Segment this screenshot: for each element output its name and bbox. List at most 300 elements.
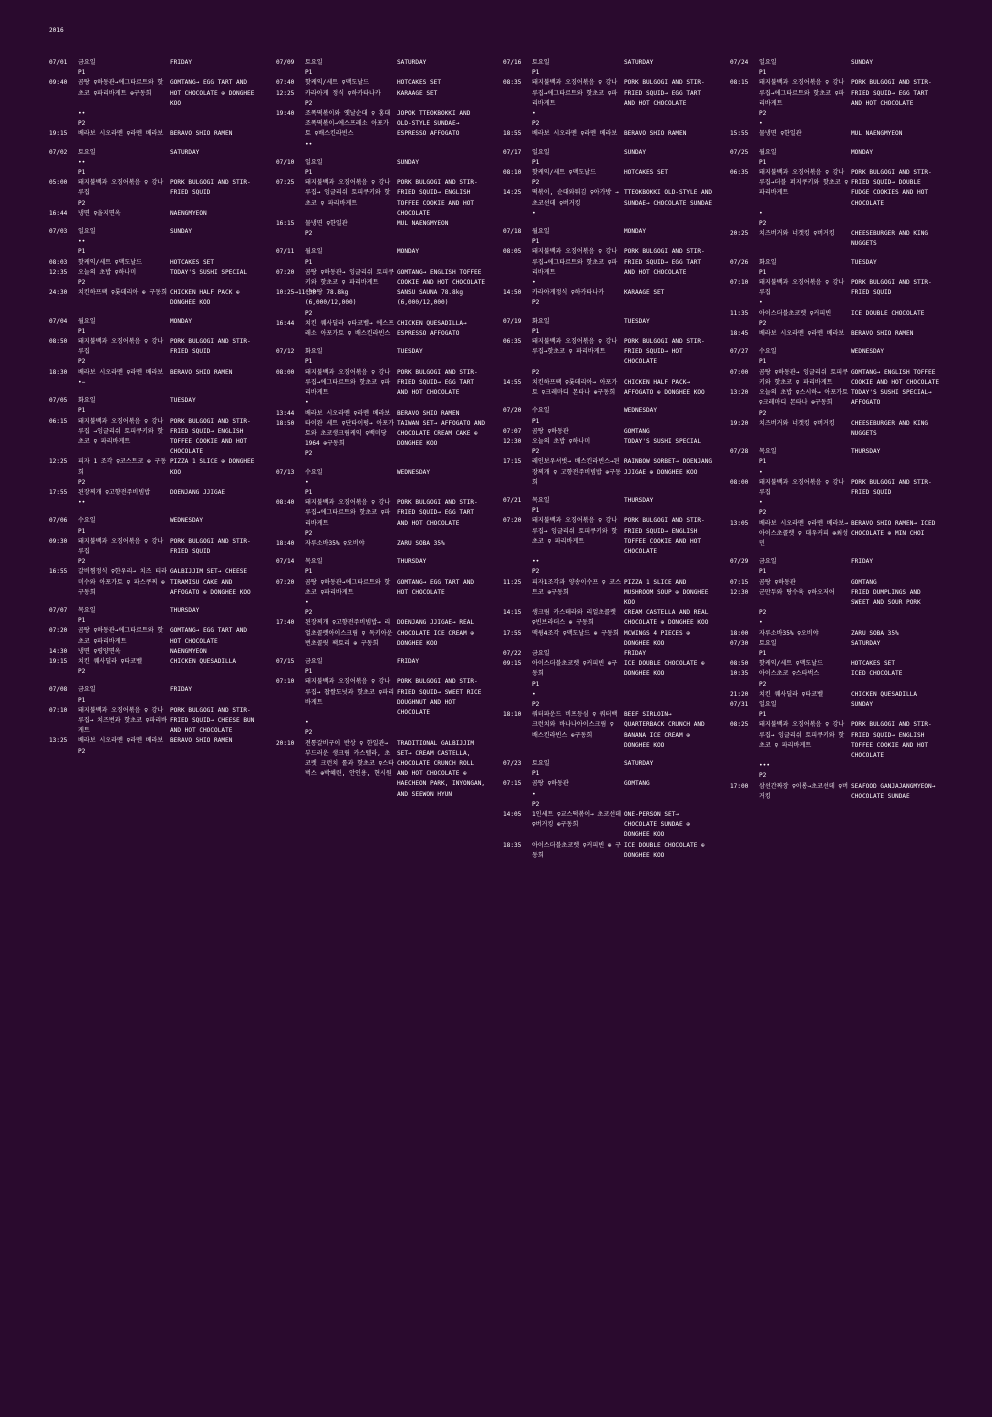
entry-time: [730, 457, 759, 467]
entry-time: [49, 68, 78, 78]
entry-time: 19:15: [49, 130, 68, 138]
log-entry: [730, 258, 942, 268]
log-entry: [49, 78, 261, 109]
log-entry: [730, 447, 942, 457]
log-entry: [503, 496, 715, 506]
entry-english: [624, 417, 715, 427]
entry-english: HOTCAKES SET: [170, 258, 215, 266]
entry-english: [170, 199, 261, 209]
entry-english: ICE DOUBLE CHOCOLATE ⊕ DONGHEE KOO: [624, 841, 705, 859]
entry-english: BERAVO SHIO RAMEN→ ICED CHOCOLATE ⊕ MIN CHOI: [851, 519, 936, 537]
entry-english: [170, 557, 261, 567]
entry-time: 17:00: [730, 782, 749, 790]
entry-time: [276, 258, 305, 268]
log-entry: [276, 739, 488, 800]
entry-korean: P1: [305, 358, 313, 366]
entry-english: [851, 158, 942, 168]
entry-korean: P1: [759, 268, 767, 276]
entry-english: [851, 761, 942, 771]
entry-english: HOTCAKES SET: [851, 660, 896, 668]
entry-korean: P2: [759, 110, 767, 118]
entry-time: 07/14: [276, 558, 295, 566]
entry-time: 07/23: [503, 760, 522, 767]
entry-time: [276, 357, 305, 367]
entry-time: 07/21: [503, 496, 522, 504]
entry-time: [49, 498, 78, 508]
log-entry: [503, 209, 715, 219]
log-entry: [503, 516, 715, 557]
entry-korean: 맥윙4조각 ♀맥도날드 ⊕ 구동희: [532, 629, 619, 637]
log-entry: [503, 779, 715, 789]
entry-english: SUNDAY: [397, 158, 420, 166]
entry-time: 07:25: [276, 179, 295, 187]
log-entry: [276, 99, 488, 109]
log-entry: [503, 417, 715, 427]
entry-english: [624, 368, 715, 378]
entry-time: 18:00: [730, 629, 749, 637]
entry-english: [624, 237, 715, 247]
log-entry: [49, 317, 261, 327]
entry-time: [730, 680, 759, 690]
entry-time: 07/02: [49, 148, 68, 156]
entry-time: 11:25: [503, 578, 522, 586]
entry-korean: •: [532, 279, 536, 287]
entry-korean: 돼지불백과 오징어볶음 ♀ 강나루집→ 잉글리쉬 토피쿠키와 핫초코 ♀ 파리바게트: [759, 721, 845, 749]
entry-time: [276, 140, 305, 150]
entry-time: 07:20: [276, 268, 295, 276]
entry-korean: 돼지불백과 오징어볶음 ♀ 강나루집→핫초코 ♀ 파리바게트: [532, 338, 618, 356]
column-2: [276, 58, 488, 800]
entry-korean: 일요일: [532, 148, 550, 156]
entry-time: [503, 278, 532, 288]
entry-korean: 일요일: [78, 228, 96, 236]
entry-korean: 아이스더블초코렛 ♀커피빈 ⊕구동희: [532, 660, 618, 678]
spacer: [730, 439, 942, 447]
log-entry: [503, 841, 715, 861]
entry-time: [730, 710, 759, 720]
log-entry: [49, 478, 261, 488]
log-entry: [49, 247, 261, 257]
log-entry: [276, 347, 488, 357]
entry-time: 09:30: [49, 537, 68, 545]
entry-english: [397, 68, 488, 78]
entry-korean: 생크림 카스테라와 리얼초콜렛 ♀빈브라더스 ⊕ 구동희: [532, 609, 616, 627]
entry-time: [503, 368, 532, 378]
entry-english: GOMTANG: [624, 427, 650, 435]
log-entry: [503, 368, 715, 378]
log-entry: [730, 409, 942, 419]
entry-english: TUESDAY: [397, 348, 423, 356]
log-entry: [49, 396, 261, 406]
entry-time: 06:35: [730, 169, 749, 177]
log-entry: [276, 68, 488, 78]
log-entry: [730, 419, 942, 439]
entry-english: PORK BULGOGI AND STIR-FRIED SQUID: [851, 478, 932, 496]
entry-time: 08:10: [503, 169, 522, 177]
entry-time: 08:00: [276, 368, 295, 376]
entry-english: TUESDAY: [624, 317, 650, 325]
log-entry: [503, 690, 715, 700]
log-entry: [49, 657, 261, 667]
entry-english: [851, 508, 942, 518]
entry-korean: 수요일: [532, 407, 550, 415]
log-entry: [730, 498, 942, 508]
entry-korean: 오늘의 초밥 ♀하나미: [532, 437, 591, 445]
log-entry: [503, 188, 715, 208]
entry-korean: 목요일: [759, 448, 777, 456]
entry-english: [170, 696, 261, 706]
entry-time: [503, 690, 532, 700]
entry-korean: 목요일: [78, 606, 96, 614]
entry-korean: 곰탕 ♀하동관→에그타르트와 핫초코 ♀파리바게트: [305, 578, 391, 596]
entry-time: [730, 158, 759, 168]
log-entry: [276, 268, 488, 288]
entry-time: [730, 608, 759, 618]
entry-time: [49, 406, 78, 416]
log-entry: [49, 685, 261, 695]
entry-korean: 돼지불백과 오징어볶음 ♀ 강나루집: [78, 537, 164, 555]
entry-english: SEAFOOD GANJAJANGMYEON→ CHOCOLATE SUNDAE: [851, 782, 936, 800]
entry-time: 18:30: [49, 368, 68, 376]
entry-time: [276, 567, 305, 577]
entry-english: [170, 168, 261, 178]
entry-english: CHICKEN QUESADILLA: [170, 657, 237, 665]
entry-time: 19:20: [730, 419, 749, 427]
spacer: [276, 460, 488, 468]
entry-english: ZARU SOBA 35%: [397, 539, 445, 547]
log-entry: [49, 209, 261, 219]
entry-english: [170, 119, 261, 129]
log-entry: [730, 229, 942, 249]
entry-time: 07/07: [49, 606, 68, 614]
entry-english: [624, 506, 715, 516]
log-entry: [730, 468, 942, 478]
log-entry: [276, 309, 488, 319]
entry-korean: 일요일: [305, 158, 323, 166]
entry-english: SUNDAY: [851, 700, 874, 708]
entry-korean: P2: [759, 609, 767, 617]
entry-english: BEEF SIRLOIN→ QUARTERBACK CRUNCH AND BANANA ICE CREAM ⊕ DONGHEE KOO: [624, 711, 705, 749]
entry-korean: P2: [305, 609, 313, 617]
entry-english: DOENJANG JJIGAE: [170, 488, 226, 496]
spacer: [503, 140, 715, 148]
entry-english: MUL NAENGMYEON: [851, 130, 903, 138]
log-entry: [730, 129, 942, 139]
entry-english: MONDAY: [397, 248, 420, 256]
entry-korean: P1: [78, 407, 86, 415]
log-entry: [49, 199, 261, 209]
column-1: [49, 58, 261, 757]
column-3: [503, 58, 715, 861]
spacer: [503, 309, 715, 317]
log-entry: [730, 319, 942, 329]
entry-korean: 돼지불백과 오징어볶음 ♀ 강나루집→더블 퍼지쿠키와 핫초코 ♀파리바게트: [759, 169, 848, 197]
log-entry: [503, 608, 715, 628]
log-entry: [49, 736, 261, 746]
spacer: [49, 388, 261, 396]
entry-english: [851, 268, 942, 278]
entry-time: 07:15: [730, 578, 749, 586]
entry-english: FRIDAY: [170, 59, 193, 66]
log-entry: [730, 782, 942, 802]
log-entry: [503, 317, 715, 327]
entry-time: 07:10: [730, 279, 749, 287]
entry-time: 17:55: [49, 488, 68, 496]
entry-time: 07/12: [276, 348, 295, 356]
entry-english: [170, 237, 261, 247]
entry-time: 20:10: [276, 739, 295, 747]
entry-korean: P1: [305, 668, 313, 676]
entry-korean: P2: [759, 509, 767, 517]
entry-time: 07:15: [503, 780, 522, 788]
log-entry: [276, 168, 488, 178]
log-entry: [730, 629, 942, 639]
entry-time: 07/29: [730, 558, 749, 566]
log-entry: [503, 168, 715, 178]
entry-english: [851, 618, 942, 628]
entry-korean: P1: [532, 69, 540, 77]
entry-time: 07/04: [49, 317, 68, 325]
log-entry: [276, 657, 488, 667]
entry-time: [49, 168, 78, 178]
log-entry: [49, 158, 261, 168]
entry-korean: 아이스초코 ♀스타벅스: [759, 670, 820, 678]
log-entry: [503, 278, 715, 288]
entry-korean: 월요일: [532, 228, 550, 236]
entry-korean: •: [759, 120, 763, 128]
entry-korean: P1: [78, 69, 86, 77]
log-entry: [49, 178, 261, 198]
log-entry: [503, 447, 715, 457]
entry-english: [397, 478, 488, 488]
entry-korean: 베라보 시오라멘 ♀라멘 베라보: [78, 130, 164, 138]
log-entry: [503, 178, 715, 188]
entry-korean: P1: [78, 527, 86, 535]
entry-korean: P2: [532, 448, 540, 456]
entry-english: TODAY'S SUSHI SPECIAL: [624, 437, 702, 445]
entry-english: MCWINGS 4 PIECES ⊕ DONGHEE KOO: [624, 629, 691, 647]
entry-time: [503, 769, 532, 779]
log-entry: [276, 419, 488, 450]
log-entry: [503, 119, 715, 129]
log-entry: [503, 237, 715, 247]
entry-time: 07/17: [503, 148, 522, 156]
entry-korean: •: [759, 209, 763, 217]
entry-korean: 금요일: [532, 649, 550, 657]
entry-english: GOMTANG→ ENGLISH TOFFEE COOKIE AND HOT CHOCOLATE: [851, 368, 940, 386]
entry-time: 07/28: [730, 448, 749, 456]
entry-korean: 수요일: [78, 517, 96, 525]
entry-english: SUNDAY: [851, 59, 874, 66]
entry-time: [49, 378, 78, 388]
entry-time: [503, 680, 532, 690]
log-entry: [49, 498, 261, 508]
entry-english: WEDNESDAY: [170, 517, 204, 525]
log-entry: [730, 219, 942, 229]
entry-english: [170, 158, 261, 168]
entry-korean: •: [759, 468, 763, 476]
entry-korean: P1: [305, 169, 313, 177]
log-entry: [503, 567, 715, 577]
entry-english: TODAY'S SUSHI SPECIAL: [170, 268, 248, 276]
log-entry: [49, 488, 261, 498]
entry-korean: 치킨하프팩 ♀롯데리아 ⊕ 구동희: [78, 289, 167, 297]
entry-time: 16:44: [49, 209, 68, 217]
entry-english: [851, 109, 942, 119]
entry-english: [624, 158, 715, 168]
entry-time: 08:40: [276, 499, 295, 507]
entry-korean: P1: [305, 258, 313, 266]
entry-korean: 곰탕 ♀하동관: [759, 578, 796, 586]
entry-korean: 핫케익/세트 ♀맥도날드: [78, 258, 142, 266]
log-entry: [49, 368, 261, 378]
entry-korean: •−: [78, 378, 86, 386]
entry-korean: P1: [305, 488, 313, 496]
entry-english: [397, 140, 488, 150]
entry-korean: 치킨 퀘사딜라 ♀타코벨: [759, 690, 823, 698]
entry-time: 18:10: [503, 711, 522, 719]
entry-english: [397, 667, 488, 677]
entry-time: [503, 447, 532, 457]
entry-time: [49, 667, 78, 677]
entry-korean: P1: [759, 69, 767, 77]
log-entry: [503, 790, 715, 800]
entry-english: [397, 357, 488, 367]
entry-english: [397, 398, 488, 408]
entry-korean: 1인세트 ♀교스떡볶이→ 초코선데 ♀버거킹 ⊕구동희: [532, 811, 621, 829]
spacer: [49, 140, 261, 148]
entry-english: PORK BULGOGI AND STIR-FRIED SQUID: [170, 338, 251, 356]
entry-english: ICE DOUBLE CHOCOLATE: [851, 309, 925, 317]
entry-time: 08:00: [730, 478, 749, 486]
entry-english: [624, 557, 715, 567]
entry-english: [170, 406, 261, 416]
entry-korean: ••: [78, 499, 86, 507]
entry-english: TAIWAN SET→ AFFOGATO AND CHOCOLATE CREAM CAKE ⊕ DONGHEE KOO: [397, 419, 486, 448]
entry-english: SATURDAY: [851, 639, 881, 647]
entry-english: [170, 527, 261, 537]
entry-english: THURSDAY: [624, 496, 654, 504]
entry-korean: P2: [305, 99, 313, 107]
entry-english: TUESDAY: [170, 397, 196, 405]
entry-korean: 토요일: [759, 639, 777, 647]
entry-korean: ••: [532, 558, 540, 566]
log-entry: [49, 616, 261, 626]
log-entry: [276, 667, 488, 677]
entry-english: [624, 178, 715, 188]
entry-time: [503, 298, 532, 308]
entry-time: 07/05: [49, 397, 68, 405]
entry-korean: P1: [532, 680, 540, 688]
log-entry: [276, 539, 488, 549]
entry-korean: P1: [305, 69, 313, 77]
column-4: [730, 58, 942, 802]
entry-time: 07/09: [276, 59, 295, 66]
entry-time: [276, 99, 305, 109]
entry-english: BERAVO SHIO RAMEN: [624, 130, 687, 138]
log-entry: [276, 109, 488, 140]
log-entry: [49, 696, 261, 706]
entry-english: [170, 357, 261, 367]
entry-english: PORK BULGOGI AND STIR-FRIED SQUID: [170, 179, 251, 197]
entry-english: GOMTANG→ ENGLISH TOFFEE COOKIE AND HOT CHOCOLATE: [397, 268, 486, 287]
entry-korean: 베라보 시오라멘 ♀라멘 베라보→아이스초콜렛 ♀ 대우커피 ⊕최성민: [759, 519, 848, 547]
log-entry: [503, 427, 715, 437]
entry-time: 17:55: [503, 629, 522, 637]
log-entry: [503, 158, 715, 168]
log-entry: [276, 677, 488, 718]
entry-korean: 갈비찜정식 ♀한우리→ 치즈 티라미수와 아포가토 ♀ 파스쿠찌 ⊕구동희: [78, 568, 167, 596]
log-entry: [49, 119, 261, 129]
entry-english: PIZZA 1 SLICE ⊕ DONGHEE KOO: [170, 458, 255, 476]
entry-korean: 토요일: [305, 59, 323, 66]
entry-time: [503, 178, 532, 188]
log-entry: [49, 527, 261, 537]
entry-time: [49, 119, 78, 129]
entry-english: [851, 468, 942, 478]
entry-korean: •: [532, 110, 536, 118]
entry-time: 07/03: [49, 228, 68, 236]
entry-korean: P1: [759, 649, 767, 657]
log-entry: [503, 629, 715, 649]
entry-english: [624, 278, 715, 288]
log-entry: [49, 109, 261, 119]
entry-time: [276, 608, 305, 618]
entry-korean: P1: [532, 507, 540, 515]
entry-english: SATURDAY: [170, 148, 200, 156]
log-entry: [49, 406, 261, 416]
log-entry: [503, 247, 715, 278]
entry-korean: 냉면 ♀을지면옥: [78, 209, 121, 217]
entry-korean: 금요일: [305, 657, 323, 665]
log-entry: [730, 268, 942, 278]
log-entry: [730, 78, 942, 109]
entry-time: 16:15: [276, 220, 295, 228]
entry-english: [397, 449, 488, 459]
entry-korean: 돼지불백과 오징어볶음 ♀ 강나루집→에그타르트와 핫초코 ♀파리바게트: [305, 499, 391, 527]
entry-korean: 된장찌개 ♀고향전주비빔밥: [78, 488, 151, 496]
entry-korean: 돼지불백과 오징어볶음 ♀ 강나루집→ 잉글리쉬 토피쿠키와 핫초코 ♀ 파리바게트: [532, 517, 618, 545]
log-entry: [276, 58, 488, 68]
log-entry: [276, 140, 488, 150]
entry-english: PORK BULGOGI AND STIR-FRIED SQUID→ EGG TART AND HOT CHOCOLATE: [624, 248, 705, 276]
entry-korean: 카라아게 정식 ♀하카타나카: [305, 89, 381, 97]
entry-english: [624, 209, 715, 219]
entry-korean: 돼지불백과 오징어볶음 ♀ 강나루집→ 찹쌀도넛과 핫초코 ♀파리바게트: [305, 678, 394, 706]
entry-korean: P2: [78, 558, 86, 566]
entry-korean: 토요일: [78, 148, 96, 156]
entry-english: PORK BULGOGI AND STIR-FRIED SQUID→ ENGLISH TOFFEE COOKIE AND HOT CHOCOLATE: [624, 517, 705, 555]
entry-korean: 치킨하프팩 ♀롯데리아→ 아포가토 ♀크레마디 몬타나 ⊕구동희: [532, 378, 618, 397]
log-entry: [730, 680, 942, 690]
entry-time: 14:50: [503, 289, 522, 297]
log-entry: [49, 168, 261, 178]
log-entry: [49, 357, 261, 367]
entry-english: TRADITIONAL GALBIJJIM SET→ CREAM CASTELLA, CHOCOLATE CRUNCH ROLL AND HOT CHOCOLATE ⊕ HAECHEON PARK, INYONGAN, AND SEEWON HYUN: [397, 739, 486, 798]
entry-korean: P1: [78, 327, 86, 335]
entry-korean: 토요일: [532, 760, 550, 767]
log-entry: [730, 720, 942, 761]
entry-english: [170, 378, 261, 388]
log-entry: [503, 700, 715, 710]
log-entry: [730, 148, 942, 158]
entry-english: [624, 800, 715, 810]
log-entry: [503, 649, 715, 659]
entry-korean: 곰탕 ♀하동관→에그타르트와 핫초코 ♀파리바게트 ⊕구동희: [78, 79, 164, 97]
log-entry: [49, 567, 261, 598]
log-entry: [49, 647, 261, 657]
log-entry: [49, 68, 261, 78]
